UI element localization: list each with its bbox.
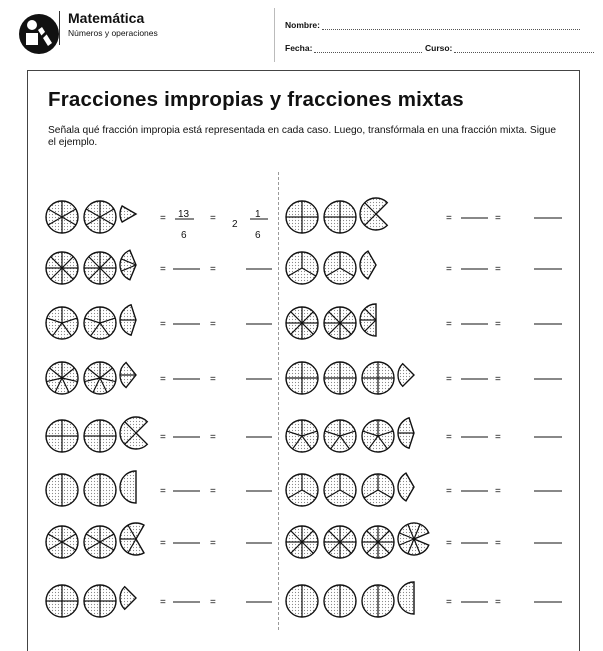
fraction-part-sector — [398, 582, 414, 614]
fraction-whole-circle — [362, 474, 394, 506]
fraction-whole-circle — [84, 307, 116, 339]
fraction-whole-circle — [362, 585, 394, 617]
equals-sign: = — [446, 538, 452, 549]
equals-sign: = — [495, 597, 501, 608]
fraction-whole-circle — [286, 420, 318, 452]
equals-sign: = — [495, 213, 501, 224]
fraction-whole-circle — [46, 585, 78, 617]
fraction-whole-circle — [286, 201, 318, 233]
fraction-whole-circle — [84, 420, 116, 452]
equals-sign: = — [446, 597, 452, 608]
equals-sign: = — [160, 538, 166, 549]
instructions: Señala qué fracción impropia está representada en cada caso. Luego, transfórmala en una fracción mixta. Sigue el ejemplo. — [48, 125, 556, 148]
fraction-whole-circle — [46, 201, 78, 233]
equals-sign: = — [210, 597, 216, 608]
fraction-part-sector — [398, 364, 414, 387]
equals-sign: = — [160, 486, 166, 497]
example-numerator: 13 — [178, 209, 190, 220]
fraction-part-sector — [120, 417, 147, 449]
fraction-part-sector — [360, 198, 387, 230]
fraction-whole-circle — [84, 474, 116, 506]
fraction-whole-circle — [46, 252, 78, 284]
fraction-whole-circle — [46, 362, 78, 394]
fraction-whole-circle — [84, 526, 116, 558]
page-title: Fracciones impropias y fracciones mixtas — [48, 88, 464, 111]
equals-sign: = — [495, 264, 501, 275]
fraction-whole-circle — [286, 362, 318, 394]
fraction-whole-circle — [84, 201, 116, 233]
fraction-whole-circle — [324, 252, 356, 284]
fraction-whole-circle — [46, 307, 78, 339]
equals-sign: = — [446, 319, 452, 330]
equals-sign: = — [160, 319, 166, 330]
equals-sign: = — [446, 213, 452, 224]
fraction-whole-circle — [84, 362, 116, 394]
equals-sign: = — [160, 597, 166, 608]
equals-sign: = — [495, 432, 501, 443]
fraction-whole-circle — [46, 420, 78, 452]
equals-sign: = — [160, 213, 166, 224]
equals-sign: = — [210, 538, 216, 549]
fraction-whole-circle — [362, 362, 394, 394]
example-mixed-denominator: 6 — [255, 230, 261, 241]
equals-sign: = — [210, 374, 216, 385]
fraction-whole-circle — [286, 585, 318, 617]
name-label: Nombre: — [285, 20, 320, 30]
fraction-whole-circle — [286, 526, 318, 558]
equals-sign: = — [495, 486, 501, 497]
fraction-whole-circle — [324, 585, 356, 617]
equals-sign: = — [210, 319, 216, 330]
date-label: Fecha: — [285, 43, 313, 53]
example-mixed-numerator: 1 — [255, 209, 261, 220]
fraction-whole-circle — [286, 307, 318, 339]
fraction-whole-circle — [46, 474, 78, 506]
example-denominator: 6 — [181, 230, 187, 241]
equals-sign: = — [160, 374, 166, 385]
fraction-part-sector — [120, 250, 136, 280]
equals-sign: = — [160, 264, 166, 275]
fraction-part-sector — [120, 471, 136, 503]
fraction-part-sector — [398, 473, 414, 501]
example-whole: 2 — [232, 219, 238, 230]
fraction-whole-circle — [324, 307, 356, 339]
equals-sign: = — [210, 213, 216, 224]
equals-sign: = — [495, 319, 501, 330]
fraction-whole-circle — [84, 585, 116, 617]
subject-title: Matemática — [68, 10, 145, 26]
fraction-part-sector — [360, 251, 376, 279]
equals-sign: = — [210, 486, 216, 497]
equals-sign: = — [210, 264, 216, 275]
fraction-whole-circle — [362, 526, 394, 558]
fraction-part-sector — [120, 206, 136, 222]
equals-sign: = — [210, 432, 216, 443]
fraction-part-sector — [120, 587, 136, 610]
equals-sign: = — [446, 264, 452, 275]
fraction-whole-circle — [362, 420, 394, 452]
fraction-whole-circle — [84, 252, 116, 284]
fraction-whole-circle — [286, 252, 318, 284]
unit-subtitle: Números y operaciones — [68, 28, 158, 38]
fraction-whole-circle — [324, 362, 356, 394]
equals-sign: = — [446, 486, 452, 497]
fraction-whole-circle — [46, 526, 78, 558]
fraction-whole-circle — [324, 201, 356, 233]
fraction-whole-circle — [324, 420, 356, 452]
fraction-whole-circle — [324, 526, 356, 558]
fraction-whole-circle — [324, 474, 356, 506]
equals-sign: = — [495, 374, 501, 385]
equals-sign: = — [495, 538, 501, 549]
equals-sign: = — [160, 432, 166, 443]
fraction-whole-circle — [286, 474, 318, 506]
equals-sign: = — [446, 432, 452, 443]
equals-sign: = — [446, 374, 452, 385]
course-label: Curso: — [425, 43, 453, 53]
